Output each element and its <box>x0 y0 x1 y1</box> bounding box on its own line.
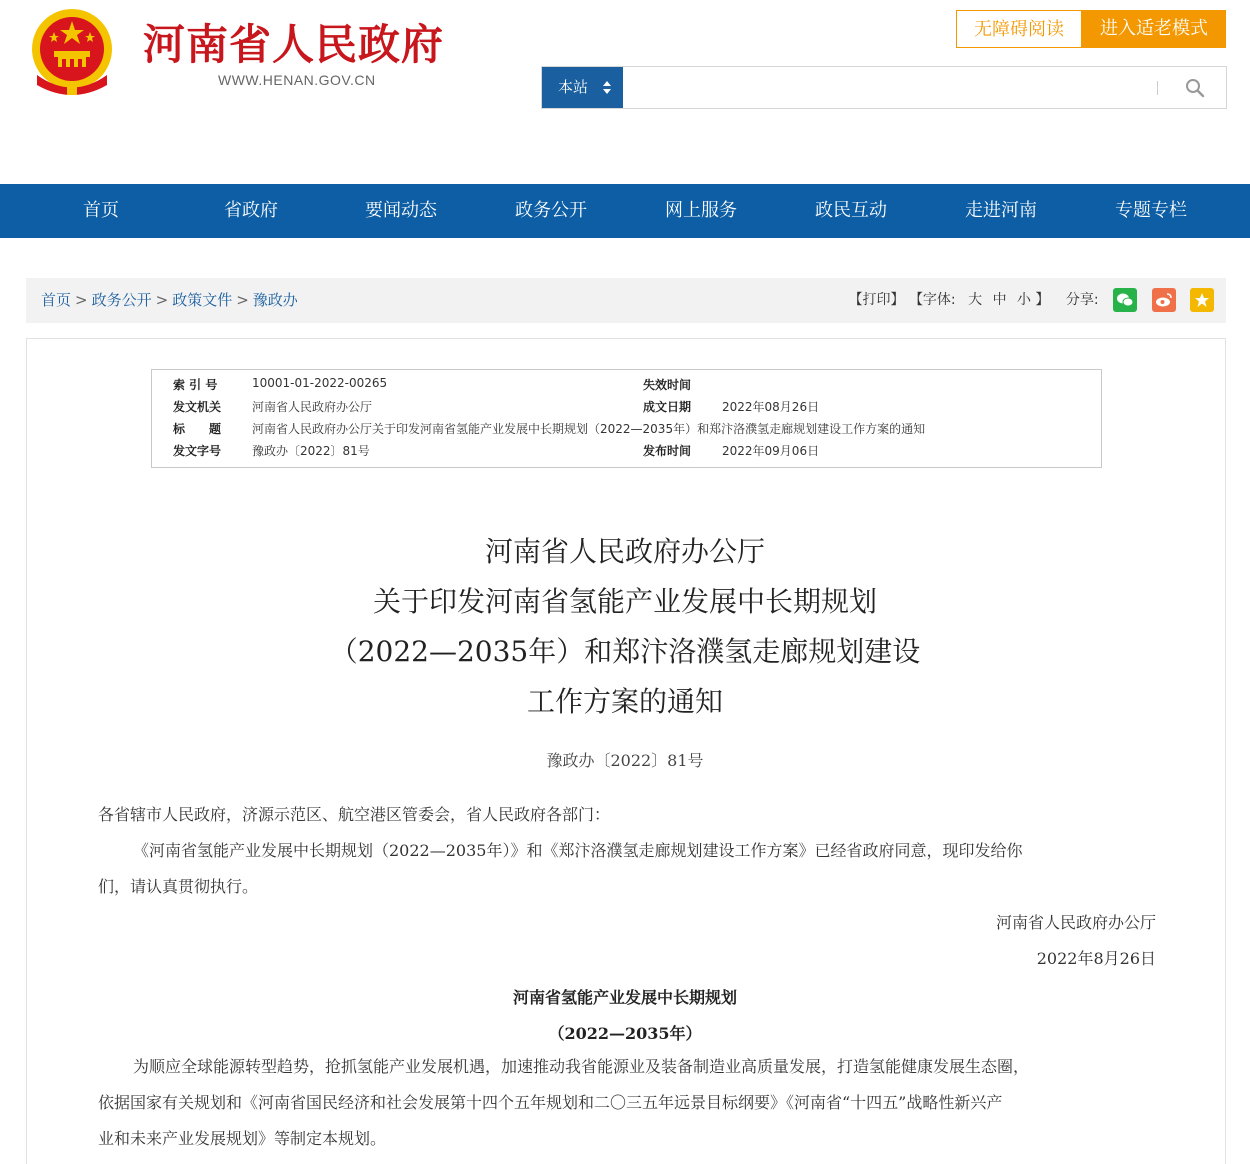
intro-paragraph: 为顺应全球能源转型趋势，抢抓氢能产业发展机遇，加速推动我省能源业及装备制造业高质量发展，打造氢能健康发展生态圈， <box>133 1057 1030 1076</box>
search-scope-select[interactable] <box>542 67 623 108</box>
document-number: 豫政办〔2022〕81号 <box>546 751 704 770</box>
meta-expire-label: 失效时间 <box>643 378 692 392</box>
font-size-label: 【字体: <box>908 292 956 308</box>
breadcrumb-separator: > <box>75 291 88 309</box>
document-title-line: 工作方案的通知 <box>526 685 723 718</box>
meta-docno-label: 发文字号 <box>173 444 222 458</box>
body-paragraph: 《河南省氢能产业发展中长期规划（2022—2035年）》和《郑汴洛濮氢走廊规划建设工作方案》已经省政府同意，现印发给你 <box>133 841 1023 860</box>
meta-created-label: 成文日期 <box>643 400 692 414</box>
breadcrumb <box>41 278 298 323</box>
breadcrumb-bar <box>26 278 1226 323</box>
breadcrumb-home[interactable]: 首页 <box>41 291 72 309</box>
nav-item-government-affairs[interactable]: 政务公开 <box>515 200 587 221</box>
intro-paragraph-continued: 依据国家有关规划和《河南省国民经济和社会发展第十四个五年规划和二〇三五年远景目标纲要》《河南省“十四五”战略性新兴产 <box>98 1093 1003 1112</box>
share-label: 分享: <box>1065 292 1099 308</box>
search-scope-label: 本站 <box>558 78 589 96</box>
body-paragraph-continued: 们，请认真贯彻执行。 <box>98 877 259 896</box>
document-title-line: 河南省人民政府办公厅 <box>484 535 765 568</box>
breadcrumb-yuzhengban[interactable]: 豫政办 <box>252 291 298 309</box>
signing-date: 2022年8月26日 <box>1036 949 1156 968</box>
nav-item-provincial-government[interactable]: 省政府 <box>224 200 278 221</box>
elder-mode-button[interactable]: 进入适老模式 <box>1082 10 1226 48</box>
document-title-line: 关于印发河南省氢能产业发展中长期规划 <box>372 585 877 618</box>
meta-title-label: 标 题 <box>173 422 222 436</box>
meta-publish-label: 发布时间 <box>643 444 692 458</box>
attachment-subtitle: （2022—2035年） <box>548 1024 702 1043</box>
site-header <box>0 0 1250 184</box>
font-large-button[interactable]: 大 <box>968 292 983 308</box>
favorite-star-icon[interactable] <box>1190 288 1214 312</box>
search-icon[interactable] <box>1185 78 1205 98</box>
signer: 河南省人民政府办公厅 <box>995 913 1156 932</box>
breadcrumb-policy-documents[interactable]: 政策文件 <box>172 291 233 309</box>
nav-item-special-topics[interactable]: 专题专栏 <box>1115 200 1187 221</box>
document-metadata-table <box>151 369 1102 468</box>
font-small-button[interactable]: 小 <box>1017 292 1032 308</box>
nav-item-news[interactable]: 要闻动态 <box>365 200 437 221</box>
font-size-close: 】 <box>1035 292 1050 308</box>
search-bar <box>541 66 1227 109</box>
nav-item-interaction[interactable]: 政民互动 <box>815 200 887 221</box>
meta-docno-value: 豫政办〔2022〕81号 <box>252 444 370 458</box>
print-button[interactable]: 【打印】 <box>848 292 905 308</box>
main-nav <box>0 184 1250 238</box>
meta-title-value: 河南省人民政府办公厅关于印发河南省氢能产业发展中长期规划（2022—2035年）和郑汴洛濮氢走廊规划建设工作方案的通知 <box>252 422 926 436</box>
site-title[interactable]: 河南省人民政府 <box>143 20 445 69</box>
attachment-title: 河南省氢能产业发展中长期规划 <box>512 988 737 1007</box>
meta-issuer-value: 河南省人民政府办公厅 <box>252 400 373 414</box>
site-url: WWW.HENAN.GOV.CN <box>218 72 376 88</box>
search-input[interactable] <box>632 73 1156 105</box>
weibo-icon[interactable] <box>1152 288 1176 312</box>
meta-issuer-label: 发文机关 <box>173 400 222 414</box>
article-tools <box>848 278 1214 323</box>
nav-item-about-henan[interactable]: 走进河南 <box>965 200 1037 221</box>
breadcrumb-separator: > <box>236 291 249 309</box>
meta-index-value: 10001-01-2022-00265 <box>252 376 388 390</box>
font-medium-button[interactable]: 中 <box>992 292 1007 308</box>
breadcrumb-separator: > <box>155 291 169 309</box>
meta-created-value: 2022年08月26日 <box>722 400 820 414</box>
nav-item-online-services[interactable]: 网上服务 <box>665 200 737 221</box>
intro-paragraph-continued: 业和未来产业发展规划》等制定本规划。 <box>98 1129 387 1148</box>
national-emblem-icon <box>27 5 117 97</box>
sort-arrows-icon <box>602 67 612 111</box>
addressee: 各省辖市人民政府，济源示范区、航空港区管委会，省人民政府各部门： <box>98 805 611 824</box>
meta-publish-value: 2022年09月06日 <box>722 444 820 458</box>
nav-item-home[interactable]: 首页 <box>83 200 119 221</box>
breadcrumb-government-affairs[interactable]: 政务公开 <box>91 291 152 309</box>
document-title-line: （2022—2035年）和郑汴洛濮氢走廊规划建设 <box>329 635 921 668</box>
meta-index-label: 索 引 号 <box>173 378 218 392</box>
accessible-reading-button[interactable]: 无障碍阅读 <box>956 10 1082 48</box>
wechat-icon[interactable] <box>1113 288 1137 312</box>
search-divider <box>1157 81 1158 95</box>
